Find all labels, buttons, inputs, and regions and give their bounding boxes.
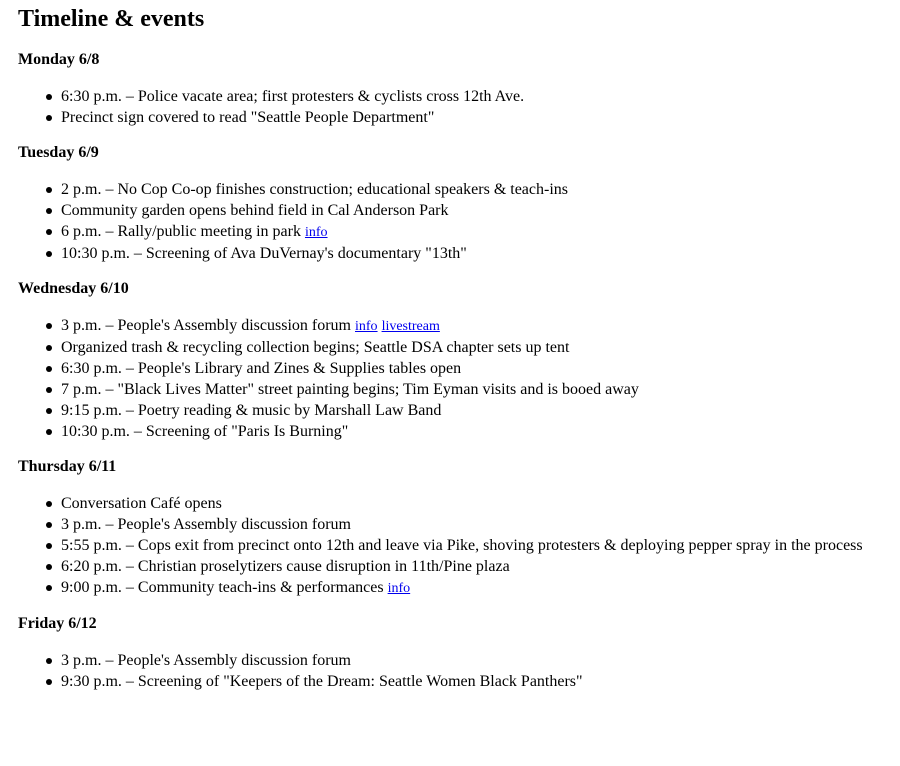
day-section <box>18 49 882 128</box>
day-section <box>18 142 882 264</box>
event-item <box>61 221 882 243</box>
event-list <box>18 650 882 692</box>
event-text: 9:15 p.m. – Poetry reading & music by Marshall Law Band <box>61 402 442 419</box>
info-link[interactable]: info <box>387 581 411 596</box>
event-list <box>18 493 882 599</box>
event-text: 10:30 p.m. – Screening of "Paris Is Burning" <box>61 423 349 440</box>
event-text: 6:20 p.m. – Christian proselytizers cause disruption in 11th/Pine plaza <box>61 558 510 575</box>
event-text: 9:30 p.m. – Screening of "Keepers of the Dream: Seattle Women Black Panthers" <box>61 673 583 690</box>
event-text: Precinct sign covered to read "Seattle People Department" <box>61 109 435 126</box>
timeline <box>18 49 882 692</box>
event-text: 2 p.m. – No Cop Co-op finishes construction; educational speakers & teach-ins <box>61 181 569 198</box>
event-item <box>61 535 882 556</box>
info-link[interactable]: info <box>355 319 378 334</box>
event-text: 3 p.m. – People's Assembly discussion forum <box>61 317 351 334</box>
event-item <box>61 107 882 128</box>
event-item <box>61 179 882 200</box>
event-item <box>61 650 882 671</box>
event-item <box>61 358 882 379</box>
event-text: 6 p.m. – Rally/public meeting in park <box>61 223 301 240</box>
event-item <box>61 337 882 358</box>
event-list <box>18 86 882 128</box>
event-item <box>61 514 882 535</box>
event-item <box>61 315 882 337</box>
event-item <box>61 400 882 421</box>
event-item <box>61 243 882 264</box>
event-item <box>61 379 882 400</box>
event-text: 10:30 p.m. – Screening of Ava DuVernay's documentary "13th" <box>61 245 467 262</box>
event-text: Organized trash & recycling collection begins; Seattle DSA chapter sets up tent <box>61 339 570 356</box>
info-link[interactable]: info <box>304 225 328 240</box>
day-heading: Friday 6/12 <box>18 615 97 632</box>
event-text: 7 p.m. – "Black Lives Matter" street painting begins; Tim Eyman visits and is booed away <box>61 381 639 398</box>
day-section <box>18 456 882 599</box>
event-list <box>18 179 882 264</box>
event-item <box>61 86 882 107</box>
day-heading: Thursday 6/11 <box>18 458 117 475</box>
event-text: 3 p.m. – People's Assembly discussion forum <box>61 516 351 533</box>
event-text: Conversation Café opens <box>61 495 222 512</box>
event-item <box>61 556 882 577</box>
event-item <box>61 200 882 221</box>
event-item <box>61 671 882 692</box>
event-item <box>61 577 882 599</box>
event-text: 6:30 p.m. – People's Library and Zines & Supplies tables open <box>61 360 462 377</box>
day-heading: Wednesday 6/10 <box>18 280 129 297</box>
event-list <box>18 315 882 442</box>
event-item <box>61 421 882 442</box>
day-heading: Tuesday 6/9 <box>18 144 99 161</box>
event-text: 6:30 p.m. – Police vacate area; first protesters & cyclists cross 12th Ave. <box>61 88 525 105</box>
day-heading: Monday 6/8 <box>18 51 100 68</box>
event-text: 5:55 p.m. – Cops exit from precinct onto 12th and leave via Pike, shoving protesters & deploying pepper spray in the process <box>61 537 863 554</box>
event-text: 9:00 p.m. – Community teach-ins & performances <box>61 579 384 596</box>
event-text: Community garden opens behind field in Cal Anderson Park <box>61 202 449 219</box>
event-text: 3 p.m. – People's Assembly discussion forum <box>61 652 351 669</box>
event-item <box>61 493 882 514</box>
livestream-link[interactable]: livestream <box>381 319 440 334</box>
day-section <box>18 613 882 692</box>
page-title: Timeline & events <box>18 6 205 32</box>
day-section <box>18 278 882 442</box>
